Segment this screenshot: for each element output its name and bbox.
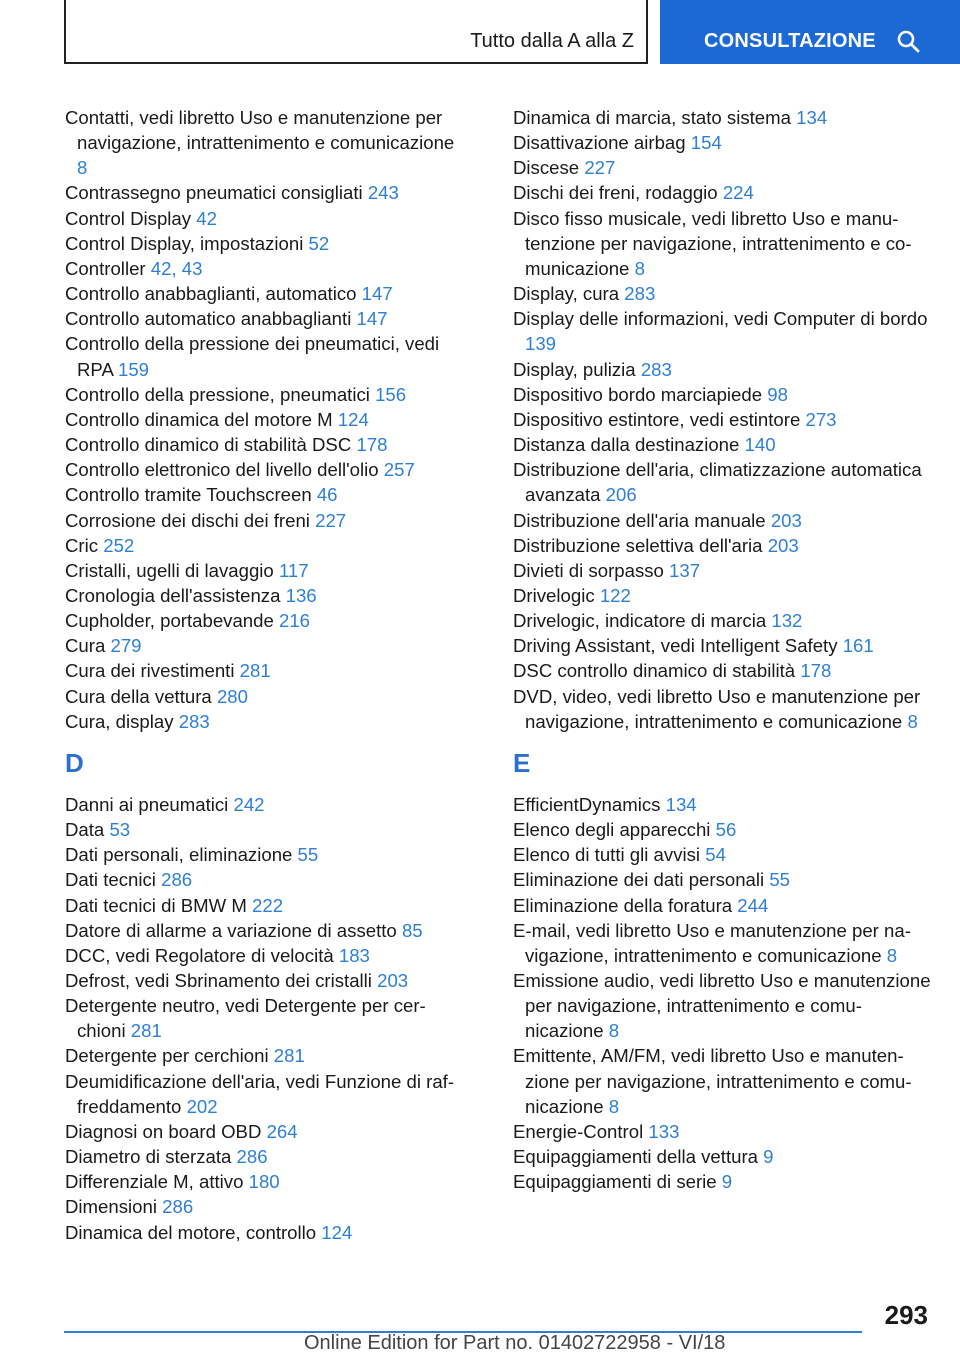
page-reference-link[interactable]: 203 bbox=[767, 534, 799, 556]
index-entry bbox=[65, 633, 465, 658]
index-entry bbox=[513, 1043, 933, 1118]
page-reference-link[interactable]: 9 bbox=[721, 1171, 733, 1193]
page-reference-link[interactable]: 124 bbox=[321, 1221, 353, 1243]
entry-text: Danni ai pneumatici bbox=[65, 793, 229, 815]
index-entry bbox=[65, 918, 465, 943]
entry-text: Corrosione dei dischi dei freni bbox=[65, 509, 310, 531]
index-entry bbox=[513, 357, 933, 382]
page-reference-link[interactable]: 227 bbox=[315, 509, 347, 531]
entry-text: Cric bbox=[65, 534, 99, 556]
entry-text: Dati tecnici di BMW M bbox=[65, 894, 247, 916]
index-entry bbox=[513, 457, 933, 507]
index-entry bbox=[513, 432, 933, 457]
index-entry bbox=[65, 1043, 465, 1068]
page-reference-link[interactable]: 252 bbox=[103, 534, 135, 556]
page-reference-link[interactable]: 42, 43 bbox=[150, 257, 203, 279]
entry-text: Eliminazione della foratura bbox=[513, 894, 733, 916]
entry-text: Cura dei rivestimenti bbox=[65, 660, 235, 682]
index-entry bbox=[65, 206, 465, 231]
index-list-d-cont bbox=[513, 105, 933, 734]
page-reference-link[interactable]: 9 bbox=[763, 1146, 774, 1168]
page-reference-link[interactable]: 53 bbox=[109, 819, 131, 841]
index-entry bbox=[513, 1144, 933, 1169]
index-entry bbox=[513, 306, 933, 356]
entry-text: Contrassegno pneumatici consigliati bbox=[65, 182, 363, 204]
entry-text: Dispositivo estintore, vedi estintore bbox=[513, 408, 801, 430]
section-letter-e: E bbox=[513, 747, 531, 778]
page-reference-link[interactable]: 137 bbox=[669, 559, 701, 581]
entry-text: Divieti di sorpasso bbox=[513, 559, 664, 581]
index-entry bbox=[513, 583, 933, 608]
index-entry bbox=[65, 993, 465, 1043]
entry-text: Dischi dei freni, rodaggio bbox=[513, 182, 718, 204]
entry-text: Control Display bbox=[65, 207, 192, 229]
index-entry bbox=[65, 817, 465, 842]
entry-text: Dati personali, eliminazione bbox=[65, 844, 293, 866]
index-entry bbox=[65, 792, 465, 817]
page-number: 293 bbox=[884, 1300, 928, 1330]
index-entry bbox=[65, 331, 465, 381]
entry-text: Cura bbox=[65, 635, 106, 657]
page-reference-link[interactable]: 117 bbox=[278, 559, 309, 581]
entry-text: Cura, display bbox=[65, 710, 174, 732]
footer-text: Online Edition for Part no. 01402722958 - VI/18 bbox=[304, 1332, 726, 1354]
index-entry bbox=[65, 256, 465, 281]
entry-text: Cronologia dell'assistenza bbox=[65, 584, 281, 606]
index-list-e bbox=[513, 792, 933, 1195]
index-column-left bbox=[65, 105, 465, 1245]
page-reference-link[interactable]: 8 bbox=[886, 944, 898, 966]
index-entry bbox=[65, 558, 465, 583]
page-reference-link[interactable]: 283 bbox=[178, 710, 210, 732]
page-reference-link[interactable]: 286 bbox=[161, 869, 193, 891]
page-reference-link[interactable]: 203 bbox=[770, 509, 802, 531]
entry-text: Differenziale M, attivo bbox=[65, 1171, 244, 1193]
index-entry bbox=[513, 155, 933, 180]
entry-text: Disattivazione airbag bbox=[513, 132, 686, 154]
index-entry bbox=[513, 1169, 933, 1194]
entry-text: Controllo anabbaglianti, automatico bbox=[65, 283, 357, 305]
index-entry bbox=[65, 508, 465, 533]
index-entry bbox=[65, 684, 465, 709]
page-reference-link[interactable]: 147 bbox=[356, 308, 388, 330]
index-entry bbox=[513, 382, 933, 407]
index-entry bbox=[513, 968, 933, 1043]
index-entry bbox=[513, 105, 933, 130]
entry-text: Distribuzione dell'aria manuale bbox=[513, 509, 766, 531]
index-entry bbox=[65, 105, 465, 180]
page-reference-link[interactable]: 243 bbox=[367, 182, 399, 204]
page-reference-link[interactable]: 8 bbox=[634, 257, 645, 279]
index-entry bbox=[513, 1119, 933, 1144]
entry-text: Controller bbox=[65, 257, 146, 279]
entry-text: DVD, video, vedi libretto Uso e manutenzione per navigazione, intrattenimento e comunicazione bbox=[513, 685, 921, 732]
index-entry bbox=[65, 432, 465, 457]
index-entry bbox=[65, 583, 465, 608]
entry-text: Datore di allarme a variazione di assetto bbox=[65, 919, 397, 941]
page-reference-link[interactable]: 52 bbox=[308, 232, 330, 254]
entry-text: Distanza dalla destinazione bbox=[513, 434, 740, 456]
index-entry bbox=[65, 533, 465, 558]
index-entry bbox=[65, 608, 465, 633]
index-list-c bbox=[65, 105, 465, 734]
entry-text: Drivelogic, indicatore di marcia bbox=[513, 610, 767, 632]
index-entry bbox=[65, 893, 465, 918]
page-reference-link[interactable]: 281 bbox=[130, 1020, 162, 1042]
page-reference-link[interactable]: 273 bbox=[805, 408, 837, 430]
page-reference-link[interactable]: 147 bbox=[361, 283, 393, 305]
entry-text: Detergente per cerchioni bbox=[65, 1045, 269, 1067]
page-reference-link[interactable]: 98 bbox=[767, 383, 788, 405]
index-entry bbox=[513, 608, 933, 633]
entry-text: DSC controllo dinamico di stabilità bbox=[513, 660, 796, 682]
search-icon bbox=[896, 29, 920, 53]
page-reference-link[interactable]: 136 bbox=[285, 584, 317, 606]
page-reference-link[interactable]: 8 bbox=[608, 1095, 620, 1117]
entry-text: DCC, vedi Regolatore di velocità bbox=[65, 944, 334, 966]
page-reference-link[interactable]: 139 bbox=[525, 333, 557, 355]
entry-text: Elenco degli apparecchi bbox=[513, 819, 711, 841]
entry-text: Defrost, vedi Sbrinamento dei cristalli bbox=[65, 970, 372, 991]
entry-text: Deumidificazione dell'aria, vedi Funzione di raffreddamento bbox=[65, 1070, 455, 1117]
entry-text: Elenco di tutti gli avvisi bbox=[513, 844, 701, 866]
page-reference-link[interactable]: 8 bbox=[608, 1020, 620, 1042]
index-entry bbox=[513, 558, 933, 583]
entry-text: Controllo dinamica del motore M bbox=[65, 408, 333, 430]
entry-text: Drivelogic bbox=[513, 584, 595, 606]
entry-text: Display, cura bbox=[513, 283, 620, 305]
entry-text: Dinamica del motore, controllo bbox=[65, 1221, 317, 1243]
index-entry bbox=[513, 792, 933, 817]
page-reference-link[interactable]: 280 bbox=[216, 685, 248, 707]
index-entry bbox=[65, 658, 465, 683]
page-reference-link[interactable]: 56 bbox=[715, 819, 737, 841]
page-reference-link[interactable]: 156 bbox=[375, 383, 407, 405]
page-reference-link[interactable]: 140 bbox=[744, 434, 776, 456]
page-reference-link[interactable]: 178 bbox=[800, 660, 832, 682]
index-entry bbox=[65, 457, 465, 482]
index-entry bbox=[513, 918, 933, 968]
index-entry bbox=[65, 231, 465, 256]
entry-text: Controllo della pressione dei pneumatici, vedi RPA bbox=[65, 333, 440, 380]
section-letter-d: D bbox=[65, 747, 84, 778]
page-reference-link[interactable]: 283 bbox=[624, 283, 656, 305]
page-reference-link[interactable]: 183 bbox=[338, 944, 370, 966]
page-reference-link[interactable]: 55 bbox=[297, 844, 319, 866]
entry-text: Diametro di sterzata bbox=[65, 1146, 232, 1168]
entry-text: Driving Assistant, vedi Intelligent Safety bbox=[513, 635, 838, 657]
consultazione-tab[interactable] bbox=[660, 0, 960, 64]
index-entry bbox=[65, 968, 465, 993]
entry-text: Display delle informazioni, vedi Computer di bordo bbox=[513, 308, 928, 330]
entry-text: Data bbox=[65, 819, 105, 841]
page-reference-link[interactable]: 180 bbox=[248, 1171, 280, 1193]
page-reference-link[interactable]: 227 bbox=[584, 157, 616, 179]
page-reference-link[interactable]: 222 bbox=[252, 894, 284, 916]
index-entry bbox=[513, 893, 933, 918]
page-reference-link[interactable]: 224 bbox=[722, 182, 754, 204]
index-entry bbox=[65, 1220, 465, 1245]
entry-text: Cupholder, portabevande bbox=[65, 610, 274, 632]
entry-text: Diagnosi on board OBD bbox=[65, 1120, 262, 1142]
entry-text: Distribuzione dell'aria, climatizzazione automatica avanzata bbox=[513, 459, 922, 506]
index-entry bbox=[65, 382, 465, 407]
page-reference-link[interactable]: 134 bbox=[665, 793, 697, 815]
index-entry bbox=[65, 1144, 465, 1169]
page-reference-link[interactable]: 85 bbox=[401, 919, 423, 941]
index-entry bbox=[513, 407, 933, 432]
page-reference-link[interactable]: 286 bbox=[162, 1196, 194, 1218]
entry-text: Distribuzione selettiva dell'aria bbox=[513, 534, 763, 556]
page-reference-link[interactable]: 286 bbox=[236, 1146, 268, 1168]
entry-text: Cura della vettura bbox=[65, 685, 212, 707]
entry-text: Dimensioni bbox=[65, 1196, 157, 1218]
entry-text: Control Display, impostazioni bbox=[65, 232, 304, 254]
header-box bbox=[64, 0, 648, 64]
index-list-d bbox=[65, 792, 465, 1245]
page-reference-link[interactable]: 133 bbox=[648, 1120, 680, 1142]
entry-text: Eliminazione dei dati personali bbox=[513, 869, 765, 891]
entry-text: Disco fisso musicale, vedi libretto Uso e manutenzione per navigazione, intrattenimento e comunicazione bbox=[513, 207, 912, 279]
index-entry bbox=[65, 867, 465, 892]
entry-text: Controllo automatico anabbaglianti bbox=[65, 308, 352, 330]
chapter-title: Tutto dalla A alla Z bbox=[470, 30, 634, 52]
page-reference-link[interactable]: 154 bbox=[690, 132, 722, 154]
index-entry bbox=[513, 817, 933, 842]
page-reference-link[interactable]: 242 bbox=[233, 793, 265, 815]
index-entry bbox=[65, 709, 465, 734]
index-entry bbox=[513, 508, 933, 533]
entry-text: Dispositivo bordo marciapiede bbox=[513, 383, 763, 405]
page-reference-link[interactable]: 42 bbox=[196, 207, 217, 229]
page-reference-link[interactable]: 283 bbox=[640, 358, 672, 380]
page-reference-link[interactable]: 161 bbox=[842, 635, 874, 657]
index-entry bbox=[65, 180, 465, 205]
index-column-right bbox=[513, 105, 933, 1194]
index-entry bbox=[65, 306, 465, 331]
page-reference-link[interactable]: 159 bbox=[118, 358, 150, 380]
entry-text: EfficientDynamics bbox=[513, 793, 661, 815]
index-entry bbox=[65, 482, 465, 507]
page-reference-link[interactable]: 202 bbox=[186, 1095, 218, 1117]
page-reference-link[interactable]: 244 bbox=[737, 894, 769, 916]
index-entry bbox=[65, 1069, 465, 1119]
index-entry bbox=[65, 407, 465, 432]
page-reference-link[interactable]: 279 bbox=[110, 635, 142, 657]
index-entry bbox=[65, 1194, 465, 1219]
index-entry bbox=[65, 281, 465, 306]
index-entry bbox=[65, 1169, 465, 1194]
index-entry bbox=[513, 867, 933, 892]
index-entry bbox=[513, 130, 933, 155]
page-reference-link[interactable]: 264 bbox=[266, 1120, 298, 1142]
page-reference-link[interactable]: 8 bbox=[77, 157, 88, 179]
page-reference-link[interactable]: 8 bbox=[907, 710, 918, 732]
index-entry bbox=[65, 1119, 465, 1144]
page-reference-link[interactable]: 55 bbox=[769, 869, 791, 891]
index-entry bbox=[513, 842, 933, 867]
page-reference-link[interactable]: 203 bbox=[377, 970, 409, 991]
page-reference-link[interactable]: 134 bbox=[796, 107, 828, 128]
index-entry bbox=[513, 684, 933, 734]
entry-text: Controllo tramite Touchscreen bbox=[65, 484, 312, 506]
page-reference-link[interactable]: 257 bbox=[383, 459, 415, 481]
entry-text: Controllo della pressione, pneumatici bbox=[65, 383, 370, 405]
page-reference-link[interactable]: 132 bbox=[771, 610, 803, 632]
index-entry bbox=[513, 206, 933, 281]
page-reference-link[interactable]: 124 bbox=[337, 408, 369, 430]
index-entry bbox=[65, 943, 465, 968]
entry-text: Dati tecnici bbox=[65, 869, 156, 891]
index-entry bbox=[513, 658, 933, 683]
entry-text: Energie-Control bbox=[513, 1120, 644, 1142]
tab-label: CONSULTAZIONE bbox=[704, 30, 876, 52]
page-reference-link[interactable]: 122 bbox=[599, 584, 631, 606]
entry-text: Cristalli, ugelli di lavaggio bbox=[65, 559, 274, 581]
page-reference-link[interactable]: 54 bbox=[705, 844, 726, 866]
entry-text: Contatti, vedi libretto Uso e manutenzione per navigazione, intrattenimento e comunicazione bbox=[65, 107, 455, 154]
entry-text: Equipaggiamenti della vettura bbox=[513, 1146, 758, 1168]
entry-text: Controllo dinamico di stabilità DSC bbox=[65, 434, 352, 456]
page-reference-link[interactable]: 216 bbox=[279, 610, 311, 632]
entry-text: Equipaggiamenti di serie bbox=[513, 1171, 717, 1193]
entry-text: Controllo elettronico del livello dell'olio bbox=[65, 459, 379, 481]
entry-text: Emissione audio, vedi libretto Uso e manutenzione per navigazione, intrattenimento e comunicazione bbox=[513, 970, 931, 1042]
index-entry bbox=[513, 180, 933, 205]
index-entry bbox=[65, 842, 465, 867]
entry-text: Dinamica di marcia, stato sistema bbox=[513, 107, 791, 128]
entry-text: Detergente neutro, vedi Detergente per cerchioni bbox=[65, 995, 426, 1042]
page-reference-link[interactable]: 281 bbox=[273, 1045, 305, 1067]
entry-text: Display, pulizia bbox=[513, 358, 636, 380]
page-reference-link[interactable]: 206 bbox=[605, 484, 637, 506]
entry-text: Discese bbox=[513, 157, 580, 179]
index-entry bbox=[513, 533, 933, 558]
page-reference-link[interactable]: 178 bbox=[356, 434, 388, 456]
index-entry bbox=[513, 281, 933, 306]
page-reference-link[interactable]: 46 bbox=[316, 484, 338, 506]
entry-text: Emittente, AM/FM, vedi libretto Uso e manutenzione per navigazione, intrattenimento e comunicazione bbox=[513, 1045, 912, 1117]
entry-text: E-mail, vedi libretto Uso e manutenzione per navigazione, intrattenimento e comunicazione bbox=[513, 919, 911, 966]
page-reference-link[interactable]: 281 bbox=[239, 660, 271, 682]
index-entry bbox=[513, 633, 933, 658]
